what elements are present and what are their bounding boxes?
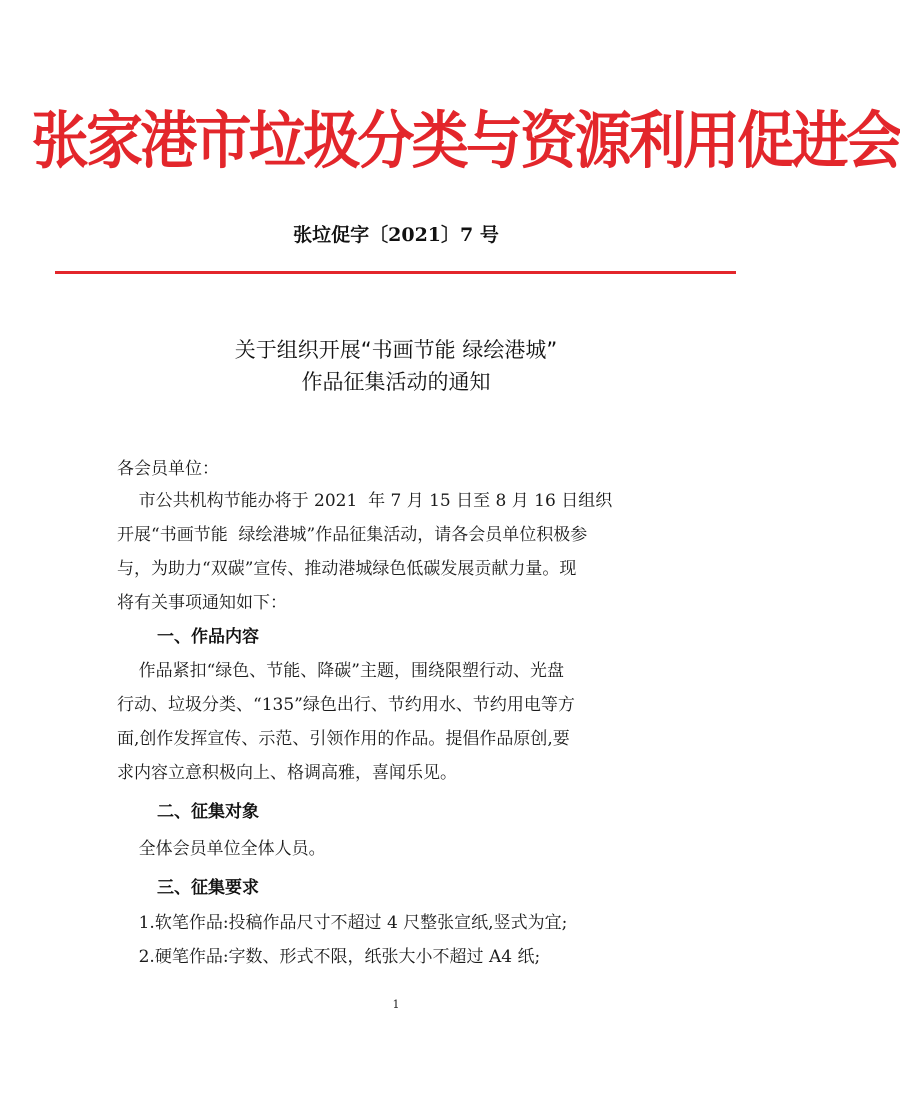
header-divider bbox=[55, 271, 736, 274]
section-requirements-list bbox=[117, 906, 677, 974]
paragraph-line: 面,创作发挥宣传、示范、引领作用的作品。提倡作品原创,要 bbox=[117, 729, 570, 749]
document-title bbox=[0, 334, 792, 398]
list-item: 2.硬笔作品:字数、形式不限，纸张大小不超过 A4 纸; bbox=[117, 947, 541, 967]
paragraph-line: 全体会员单位全体人员。 bbox=[117, 839, 326, 859]
paragraph-line: 将有关事项通知如下： bbox=[117, 593, 287, 613]
paragraph-line: 作品紧扣“绿色、节能、降碳”主题，围绕限塑行动、光盘 bbox=[117, 661, 564, 681]
paragraph-line: 与，为助力“双碳”宣传、推动港城绿色低碳发展贡献力量。现 bbox=[117, 559, 577, 579]
section-heading-requirements: 三、征集要求 bbox=[157, 878, 259, 898]
paragraph-line: 开展“书画节能 绿绘港城”作品征集活动，请各会员单位积极参 bbox=[117, 525, 588, 545]
paragraph-line: 行动、垃圾分类、“135”绿色出行、节约用水、节约用电等方 bbox=[117, 695, 575, 715]
page-number: 1 bbox=[392, 998, 400, 1011]
title-line-1: 关于组织开展“书画节能 绿绘港城” bbox=[234, 338, 558, 362]
section-content-paragraph bbox=[117, 654, 677, 790]
salutation: 各会员单位： bbox=[117, 459, 219, 479]
document-number: 张垃促字〔2021〕7 号 bbox=[293, 224, 499, 246]
list-item: 1.软笔作品:投稿作品尺寸不超过 4 尺整张宣纸,竖式为宜; bbox=[117, 913, 568, 933]
paragraph-line: 求内容立意积极向上、格调高雅，喜闻乐见。 bbox=[117, 763, 457, 783]
paragraph-line: 市公共机构节能办将于 2021 年 7 月 15 日至 8 月 16 日组织 bbox=[117, 491, 613, 511]
organization-header: 张家港市垃圾分类与资源利用促进会 bbox=[31, 104, 900, 177]
section-heading-target: 二、征集对象 bbox=[157, 802, 259, 822]
section-heading-content: 一、作品内容 bbox=[157, 627, 259, 647]
title-line-2: 作品征集活动的通知 bbox=[301, 370, 491, 394]
section-target-paragraph bbox=[117, 832, 677, 866]
intro-paragraph bbox=[117, 484, 677, 620]
